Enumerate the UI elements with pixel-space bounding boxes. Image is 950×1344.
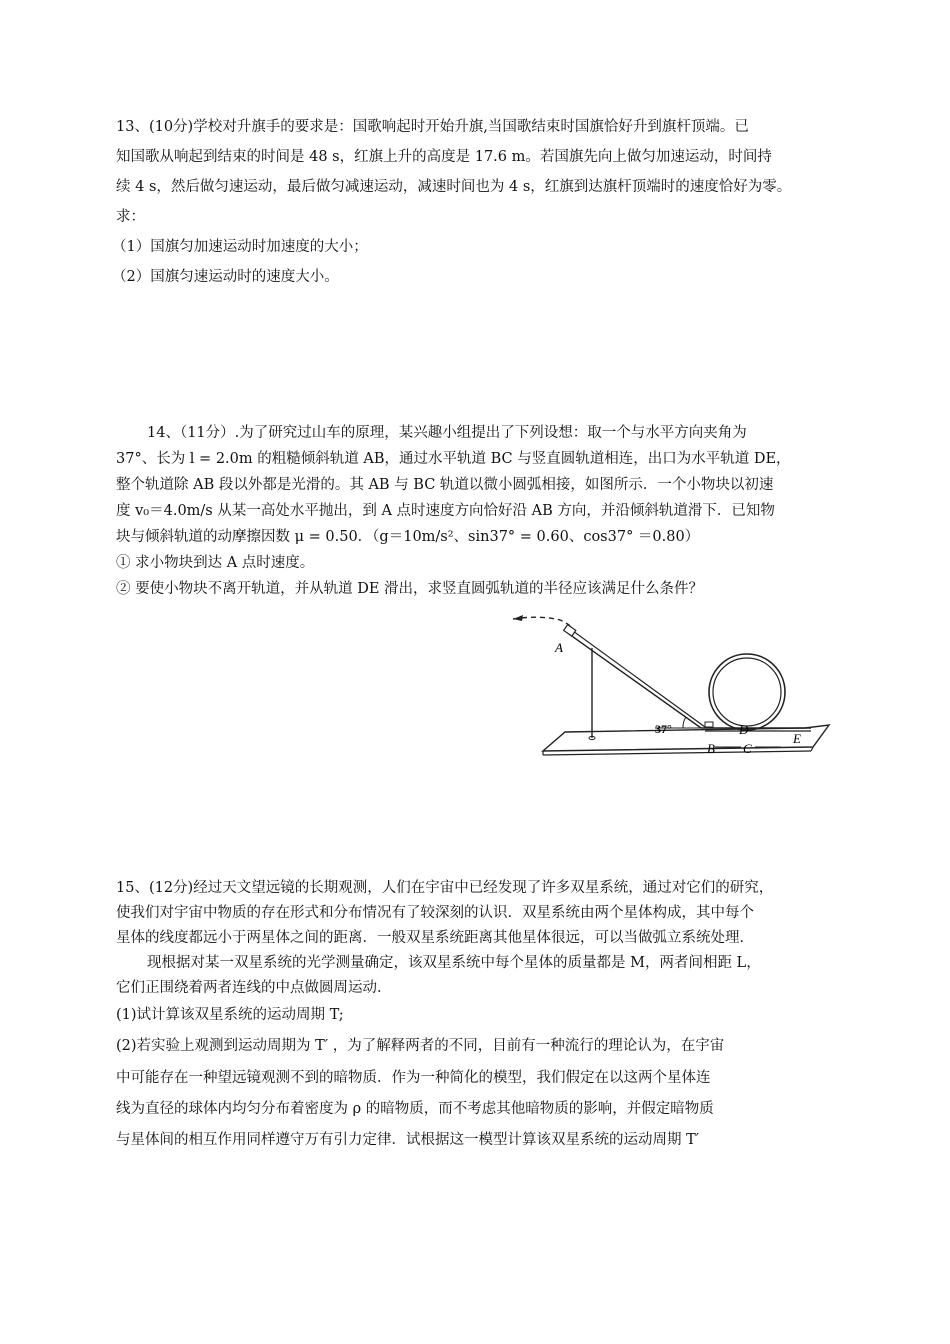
- label-a: A: [555, 640, 563, 655]
- q15-line: 中可能存在一种望远镜观测不到的暗物质．作为一种简化的模型，我们假定在以这两个星体连: [116, 1070, 711, 1086]
- q13-line: 求：: [116, 209, 145, 225]
- q15-line: 它们正围绕着两者连线的中点做圆周运动．: [116, 980, 392, 996]
- q14-subquestion-2: ② 要使小物块不离开轨道，并从轨道 DE 滑出，求竖直圆弧轨道的半径应该满足什么条件？: [116, 581, 704, 597]
- q14-line: 37°、长为 l = 2.0m 的粗糙倾斜轨道 AB，通过水平轨道 BC 与竖直圆轨道相连，出口为水平轨道 DE，: [116, 451, 791, 467]
- q15-line: 现根据对某一双星系统的光学测量确定，该双星系统中每个星体的质量都是 M，两者间相距 L，: [147, 955, 761, 971]
- label-e: E: [793, 731, 801, 746]
- q14-line: 14、（11分）.为了研究过山车的原理，某兴趣小组提出了下列设想：取一个与水平方向夹角为: [147, 425, 747, 441]
- q13-line: 续 4 s，然后做匀速运动，最后做匀减速运动，减速时间也为 4 s，红旗到达旗杆顶端时的速度恰好为零。: [116, 179, 792, 195]
- q15-subquestion-1: (1)试计算该双星系统的运动周期 T;: [116, 1007, 344, 1023]
- label-b: B: [707, 741, 715, 756]
- q14-line: 整个轨道除 AB 段以外都是光滑的。其 AB 与 BC 轨道以微小圆弧相接，如图所示．一个小物块以初速: [116, 477, 774, 493]
- q15-line: 星体的线度都远小于两星体之间的距离．一般双星系统距离其他星体很远，可以当做弧立系统处理．: [116, 930, 754, 946]
- q14-line: 块与倾斜轨道的动摩擦因数 μ = 0.50．（g＝10m/s²、sin37° = 0.60、cos37° ＝0.80）: [116, 529, 700, 545]
- roller-coaster-figure: [505, 610, 835, 760]
- q13-subquestion-2: （2）国旗匀速运动时的速度大小。: [112, 269, 339, 285]
- q15-line: 线为直径的球体内均匀分布着密度为 ρ 的暗物质，而不考虑其他暗物质的影响，并假定暗物质: [116, 1101, 714, 1117]
- q14-subquestion-1: ① 求小物块到达 A 点时速度。: [116, 555, 315, 571]
- q15-line: 使我们对宇宙中物质的存在形式和分布情况有了较深刻的认识．双星系统由两个星体构成，其中每个: [116, 905, 754, 921]
- q13-line: 13、(10分)学校对升旗手的要求是：国歌响起时开始升旗,当国歌结束时国旗恰好升到旗杆顶端。已: [116, 119, 749, 135]
- loop-outer: [709, 654, 785, 730]
- block-at-a: [564, 625, 576, 636]
- angle-label: 37°: [655, 722, 672, 736]
- q13-line: 知国歌从响起到结束的时间是 48 s，红旗上升的高度是 17.6 m。若国旗先向上做匀加速运动，时间持: [116, 149, 772, 165]
- base-board: [543, 725, 829, 751]
- label-d: D: [739, 722, 749, 737]
- launch-arrow-icon: [513, 615, 523, 621]
- loop-inner: [713, 658, 781, 726]
- q14-line: 度 v₀＝4.0m/s 从某一高处水平抛出，到 A 点时速度方向恰好沿 AB 方向，并沿倾斜轨道滑下．已知物: [116, 503, 775, 519]
- q15-line: 与星体间的相互作用同样遵守万有引力定律．试根据这一模型计算该双星系统的运动周期 T′: [116, 1132, 700, 1148]
- label-c: C: [743, 741, 752, 756]
- q13-subquestion-1: （1）国旗匀加速运动时加速度的大小；: [112, 239, 368, 255]
- q15-line: 15、(12分)经过天文望远镜的长期观测，人们在宇宙中已经发现了许多双星系统，通过对它们的研究，: [116, 880, 774, 896]
- q15-subquestion-2: (2)若实验上观测到运动周期为 T′ ，为了解释两者的不同，目前有一种流行的理论认为，在宇宙: [116, 1038, 725, 1054]
- inclined-track-ab: [569, 634, 701, 728]
